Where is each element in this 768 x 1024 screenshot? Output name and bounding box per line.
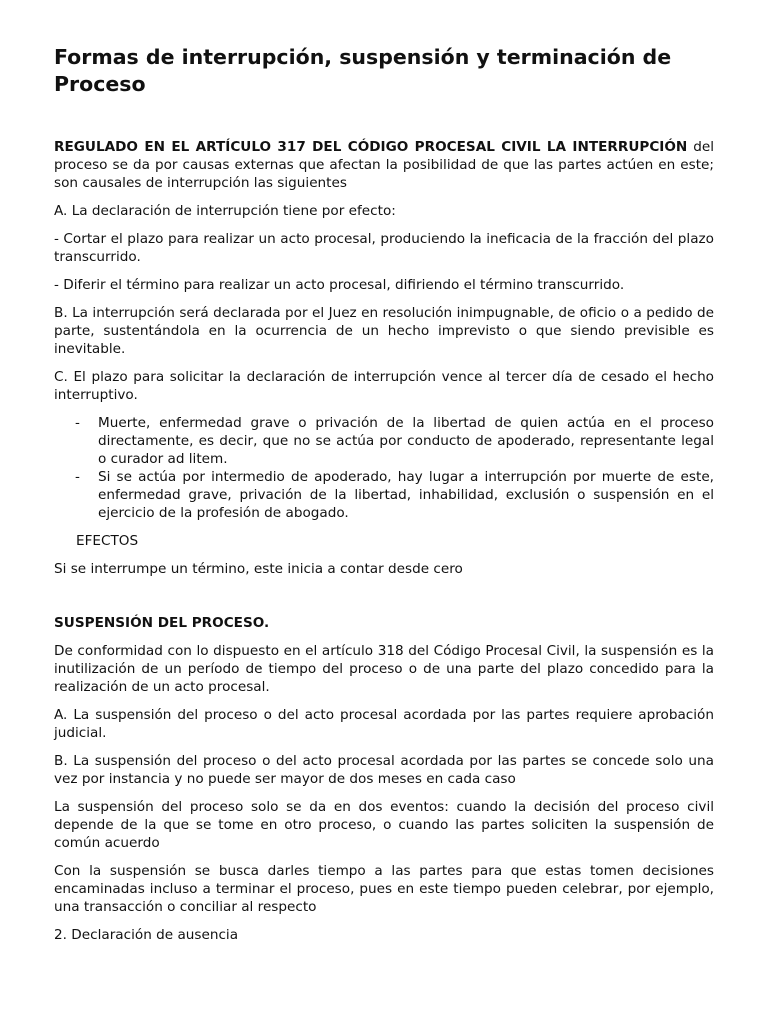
list-item: [54, 414, 714, 468]
declaracion-ausencia: 2. Declaración de ausencia: [54, 927, 239, 943]
document-body: [54, 40, 714, 954]
suspension-events: La suspensión del proceso solo se da en dos eventos: cuando la decisión del proceso civil depende de la que se tome en otro proceso, o cuando las partes soliciten la suspensión de común acuerdo: [54, 799, 714, 851]
interrupcion-intro-rest: del proceso se da por causas externas que afectan la posibilidad de que las partes actúen en este; son causales de interrupción las siguientes: [54, 139, 715, 191]
interrupcion-point-a: A. La declaración de interrupción tiene por efecto:: [54, 203, 396, 219]
dash-bullet: -: [75, 415, 80, 431]
dash-bullet: -: [75, 469, 80, 485]
list-item-text: Muerte, enfermedad grave o privación de la libertad de quien actúa en el proceso directamente, es decir, que no se actúa por conducto de apoderado, representante legal o curador ad litem.: [98, 415, 714, 467]
efectos-heading: EFECTOS: [76, 533, 139, 549]
document-title: Formas de interrupción, suspensión y terminación de Proceso: [54, 45, 672, 96]
interrupcion-intro-bold: REGULADO EN EL ARTÍCULO 317 DEL CÓDIGO PROCESAL CIVIL LA INTERRUPCIÓN: [54, 139, 688, 155]
interrupcion-effect-2: - Diferir el término para realizar un acto procesal, difiriendo el término transcurrido.: [54, 277, 625, 293]
suspension-purpose: Con la suspensión se busca darles tiempo a las partes para que estas tomen decisiones encaminadas incluso a terminar el proceso, pues en este tiempo pueden celebrar, por ejemplo, una transacción o conciliar al respecto: [54, 863, 714, 915]
interrupcion-intro: [54, 138, 714, 192]
suspension-point-b: B. La suspensión del proceso o del acto procesal acordada por las partes se concede solo una vez por instancia y no puede ser mayor de dos meses en cada caso: [54, 753, 714, 787]
list-item-text: Si se actúa por intermedio de apoderado, hay lugar a interrupción por muerte de este, enfermedad grave, privación de la libertad, inhabilidad, exclusión o suspensión en el ejercicio de la profesión de abogado.: [98, 469, 714, 521]
suspension-intro: De conformidad con lo dispuesto en el artículo 318 del Código Procesal Civil, la suspensión es la inutilización de un período de tiempo del proceso o de una parte del plazo concedido para la realización de un acto procesal.: [54, 643, 714, 695]
interrupcion-effect-1: - Cortar el plazo para realizar un acto procesal, produciendo la ineficacia de la fracción del plazo transcurrido.: [54, 231, 714, 265]
interrupcion-point-b: B. La interrupción será declarada por el Juez en resolución inimpugnable, de oficio o a pedido de parte, sustentándola en la ocurrencia de un hecho imprevisto o que siendo previsible es inevitable.: [54, 305, 714, 357]
efectos-text: Si se interrumpe un término, este inicia a contar desde cero: [54, 561, 463, 577]
list-item: [54, 468, 714, 522]
interrupcion-point-c: C. El plazo para solicitar la declaración de interrupción vence al tercer día de cesado el hecho interruptivo.: [54, 369, 714, 403]
interrupcion-causes-list: [54, 414, 714, 522]
suspension-point-a: A. La suspensión del proceso o del acto procesal acordada por las partes requiere aprobación judicial.: [54, 707, 714, 741]
suspension-heading: SUSPENSIÓN DEL PROCESO.: [54, 615, 270, 631]
